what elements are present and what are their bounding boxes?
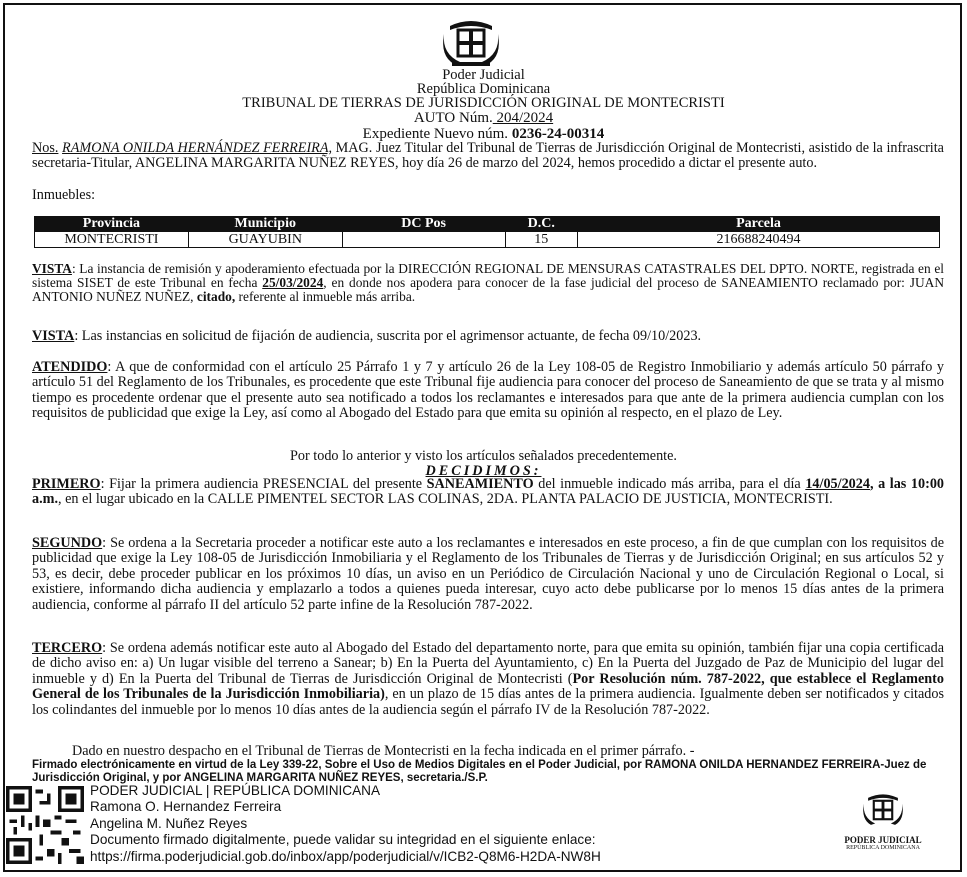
por-todo-line: Por todo lo anterior y visto los artículos señalados precedentemente.	[290, 448, 677, 464]
cell-dc-pos	[342, 232, 505, 248]
vista1-text-c: referente al inmueble más arriba.	[235, 289, 416, 305]
primero-text-c: , en el lugar ubicado en la CALLE PIMENTEL SECTOR LAS COLINAS, 2DA. PLANTA PALACIO DE JUSTICIA, MONTECRISTI.	[58, 491, 833, 508]
firmado-note: Firmado electrónicamente en virtud de la Ley 339-22, Sobre el Uso de Medios Digitales en el Poder Judicial, por RAMONA ONILDA HERNANDEZ FERREIRA-Juez de Jurisdicción Original, y por ANGELINA MARGARITA NUÑEZ REYES, secretaria./S.P.	[32, 759, 927, 784]
inmuebles-label: Inmuebles:	[32, 187, 96, 203]
tercero-text-b: , en un plazo de 15 días antes de la primera audiencia. Igualmente deben ser notificados y citados los colindantes del inmueble por lo menos 10 días antes de la audiencia según el párrafo IV de la Resolución 787-2022.	[32, 686, 944, 718]
intro-text: MAG. Juez Titular del Tribunal de Tierras de Jurisdicción Original de Montecristi, asistido de la infrascrita secretaria-Titular, ANGELINA MARGARITA NUÑEZ REYES, hoy día 26 de marzo del 2024, hemos procedido a dictar el presente auto.	[32, 140, 944, 172]
primero-date: 14/05/2024	[805, 476, 870, 492]
expediente-number: 0236-24-00314	[511, 126, 605, 142]
dado-line: Dado en nuestro despacho en el Tribunal de Tierras de Montecristi en la fecha indicada en el primer párrafo. -	[72, 743, 695, 759]
tercero-paragraph	[32, 641, 944, 718]
footer-signer-2: Angelina M. Nuñez Reyes	[90, 815, 248, 831]
poder-judicial-logo	[838, 790, 928, 850]
logo-text-1: PODER JUDICIAL	[844, 835, 922, 845]
cell-dc: 15	[505, 232, 577, 248]
header-republica: República Dominicana	[416, 81, 551, 97]
logo-seal-icon	[861, 790, 905, 830]
decidimos-text: DECIDIMOS:	[425, 463, 542, 479]
intro-nos: Nos.	[32, 140, 59, 156]
primero-paragraph	[32, 477, 944, 508]
tercero-text-a: : Se ordena además notificar este auto al Abogado del Estado del departamento norte, para que emita su opinión, también fijar una copia certificada de dicho aviso en: a) Un lugar visible del terreno a Sanear; b) En la Puerta del Ayuntamiento, c) En la Puerta del Juzgado de Paz de Municipio del lugar del inmueble y d) En la Puerta del Tribunal de Tierras de Jurisdicción Original de Montecristi (	[32, 640, 944, 687]
segundo-label: SEGUNDO	[32, 535, 103, 551]
vista-paragraph-1	[32, 262, 944, 305]
col-provincia: Provincia	[35, 217, 189, 232]
table-header-row	[35, 217, 940, 232]
cell-municipio: GUAYUBIN	[188, 232, 342, 248]
col-dc: D.C.	[505, 217, 577, 232]
logo-text-2: REPÚBLICA DOMINICANA	[846, 845, 920, 851]
primero-saneamiento: SANEAMIENTO	[426, 476, 534, 492]
signature-footer	[90, 783, 601, 865]
qr-code[interactable]	[6, 786, 84, 864]
tercero-label: TERCERO	[32, 640, 103, 656]
header-tribunal: TRIBUNAL DE TIERRAS DE JURISDICCIÓN ORIGINAL DE MONTECRISTI	[242, 95, 725, 111]
vista1-text-b: , en donde nos apodera para conocer de la fase judicial del proceso de SANEAMIENTO reclamado por: JUAN ANTONIO NUÑEZ NUÑEZ,	[32, 275, 944, 305]
col-municipio: Municipio	[188, 217, 342, 232]
auto-number-line	[0, 110, 967, 126]
inmueble-table	[34, 216, 940, 248]
vista-paragraph-2	[32, 329, 944, 344]
vista1-citado: citado,	[196, 289, 236, 305]
segundo-text: : Se ordena a la Secretaria proceder a notificar este auto a los reclamantes e interesados en este proceso, a fin de que cumplan con los requisitos de publicidad que exige la Ley 108-05 de Jurisdicción Inmobiliaria y el Reglamento de los Tribunales de Tierras y de Jurisdicción Original; en sus artículos 52 y 53, es decir, debe proceder publicar en los próximos 10 días, un aviso en un Periódico de Circulación Nacional y uno de Circulación Regional o Local, si existiere, informando dicha audiencia y emplazarlo a todos a quienes pueda interesar, cuyo acto debe publicarse por lo menos 15 días antes de la primera audiencia, conforme al párrafo II del artículo 52 parte infine de la Resolución 787-2022.	[32, 535, 944, 613]
atendido-paragraph	[32, 360, 944, 422]
primero-text-a: : Fijar la primera audiencia PRESENCIAL del presente	[100, 476, 427, 492]
col-parcela: Parcela	[577, 217, 939, 232]
table-row	[35, 232, 940, 248]
footer-validate-text: Documento firmado digitalmente, puede validar su integridad en el siguiente enlace:	[90, 832, 596, 848]
col-dc-pos: DC Pos	[342, 217, 505, 232]
vista1-text-a: : La instancia de remisión y apoderamiento efectuada por la DIRECCIÓN REGIONAL DE MENSURAS CATASTRALES DEL DPTO. NORTE, registrada en el sistema SISET de este Tribunal en fecha	[32, 261, 944, 291]
judge-name: RAMONA ONILDA HERNÁNDEZ FERREIRA,	[62, 140, 333, 156]
atendido-text: : A que de conformidad con el artículo 25 Párrafo 1 y 7 y artículo 26 de la Ley 108-05 de Registro Inmobiliario y además artículo 50 párrafo y artículo 51 del Reglamento de los Tribunales, es procedente que este Tribunal fije audiencia para conocer del proceso de Saneamiento de que se trata y al mismo tiempo es procedente ordenar que el presente auto sea notificado a todos los reclamantes e interesados para que ante de la primera audiencia cumplan con los requisitos de publicidad que exige la Ley, así como al Abogado del Estado para que emita su opinión al respecto, en el plazo de Ley.	[32, 359, 944, 422]
auto-label: AUTO Núm.	[413, 110, 493, 126]
validation-link[interactable]: https://firma.poderjudicial.gob.do/inbox/app/poderjudicial/v/ICB2-Q8M6-H2DA-NW8H	[90, 848, 601, 864]
auto-number: 204/2024	[492, 110, 554, 126]
expediente-label: Expediente Nuevo núm.	[362, 126, 509, 142]
header-poder-judicial: Poder Judicial	[442, 67, 525, 83]
footer-line-1: PODER JUDICIAL | REPÚBLICA DOMINICANA	[90, 783, 381, 798]
cell-provincia: MONTECRISTI	[35, 232, 189, 248]
coat-of-arms-seal	[440, 18, 502, 68]
cell-parcela: 216688240494	[577, 232, 939, 248]
segundo-paragraph	[32, 536, 944, 613]
intro-paragraph	[32, 141, 944, 172]
primero-text-b: del inmueble indicado más arriba, para el día	[533, 476, 806, 492]
tercero-bold: Por Resolución núm. 787-2022, que establece el Reglamento General de los Tribunales de la Jurisdicción Inmobiliaria)	[32, 670, 944, 703]
primero-label: PRIMERO	[32, 476, 101, 492]
vista1-date: 25/03/2024	[262, 275, 324, 291]
footer-signer-1: Ramona O. Hernandez Ferreira	[90, 799, 282, 815]
vista2-label: VISTA	[32, 328, 75, 344]
primero-time: , a las 10:00 a.m.	[32, 476, 945, 508]
atendido-label: ATENDIDO	[32, 359, 108, 375]
vista1-label: VISTA	[32, 261, 72, 276]
vista2-text: : Las instancias en solicitud de fijación de audiencia, suscrita por el agrimensor actuante, de fecha 09/10/2023.	[74, 328, 702, 344]
